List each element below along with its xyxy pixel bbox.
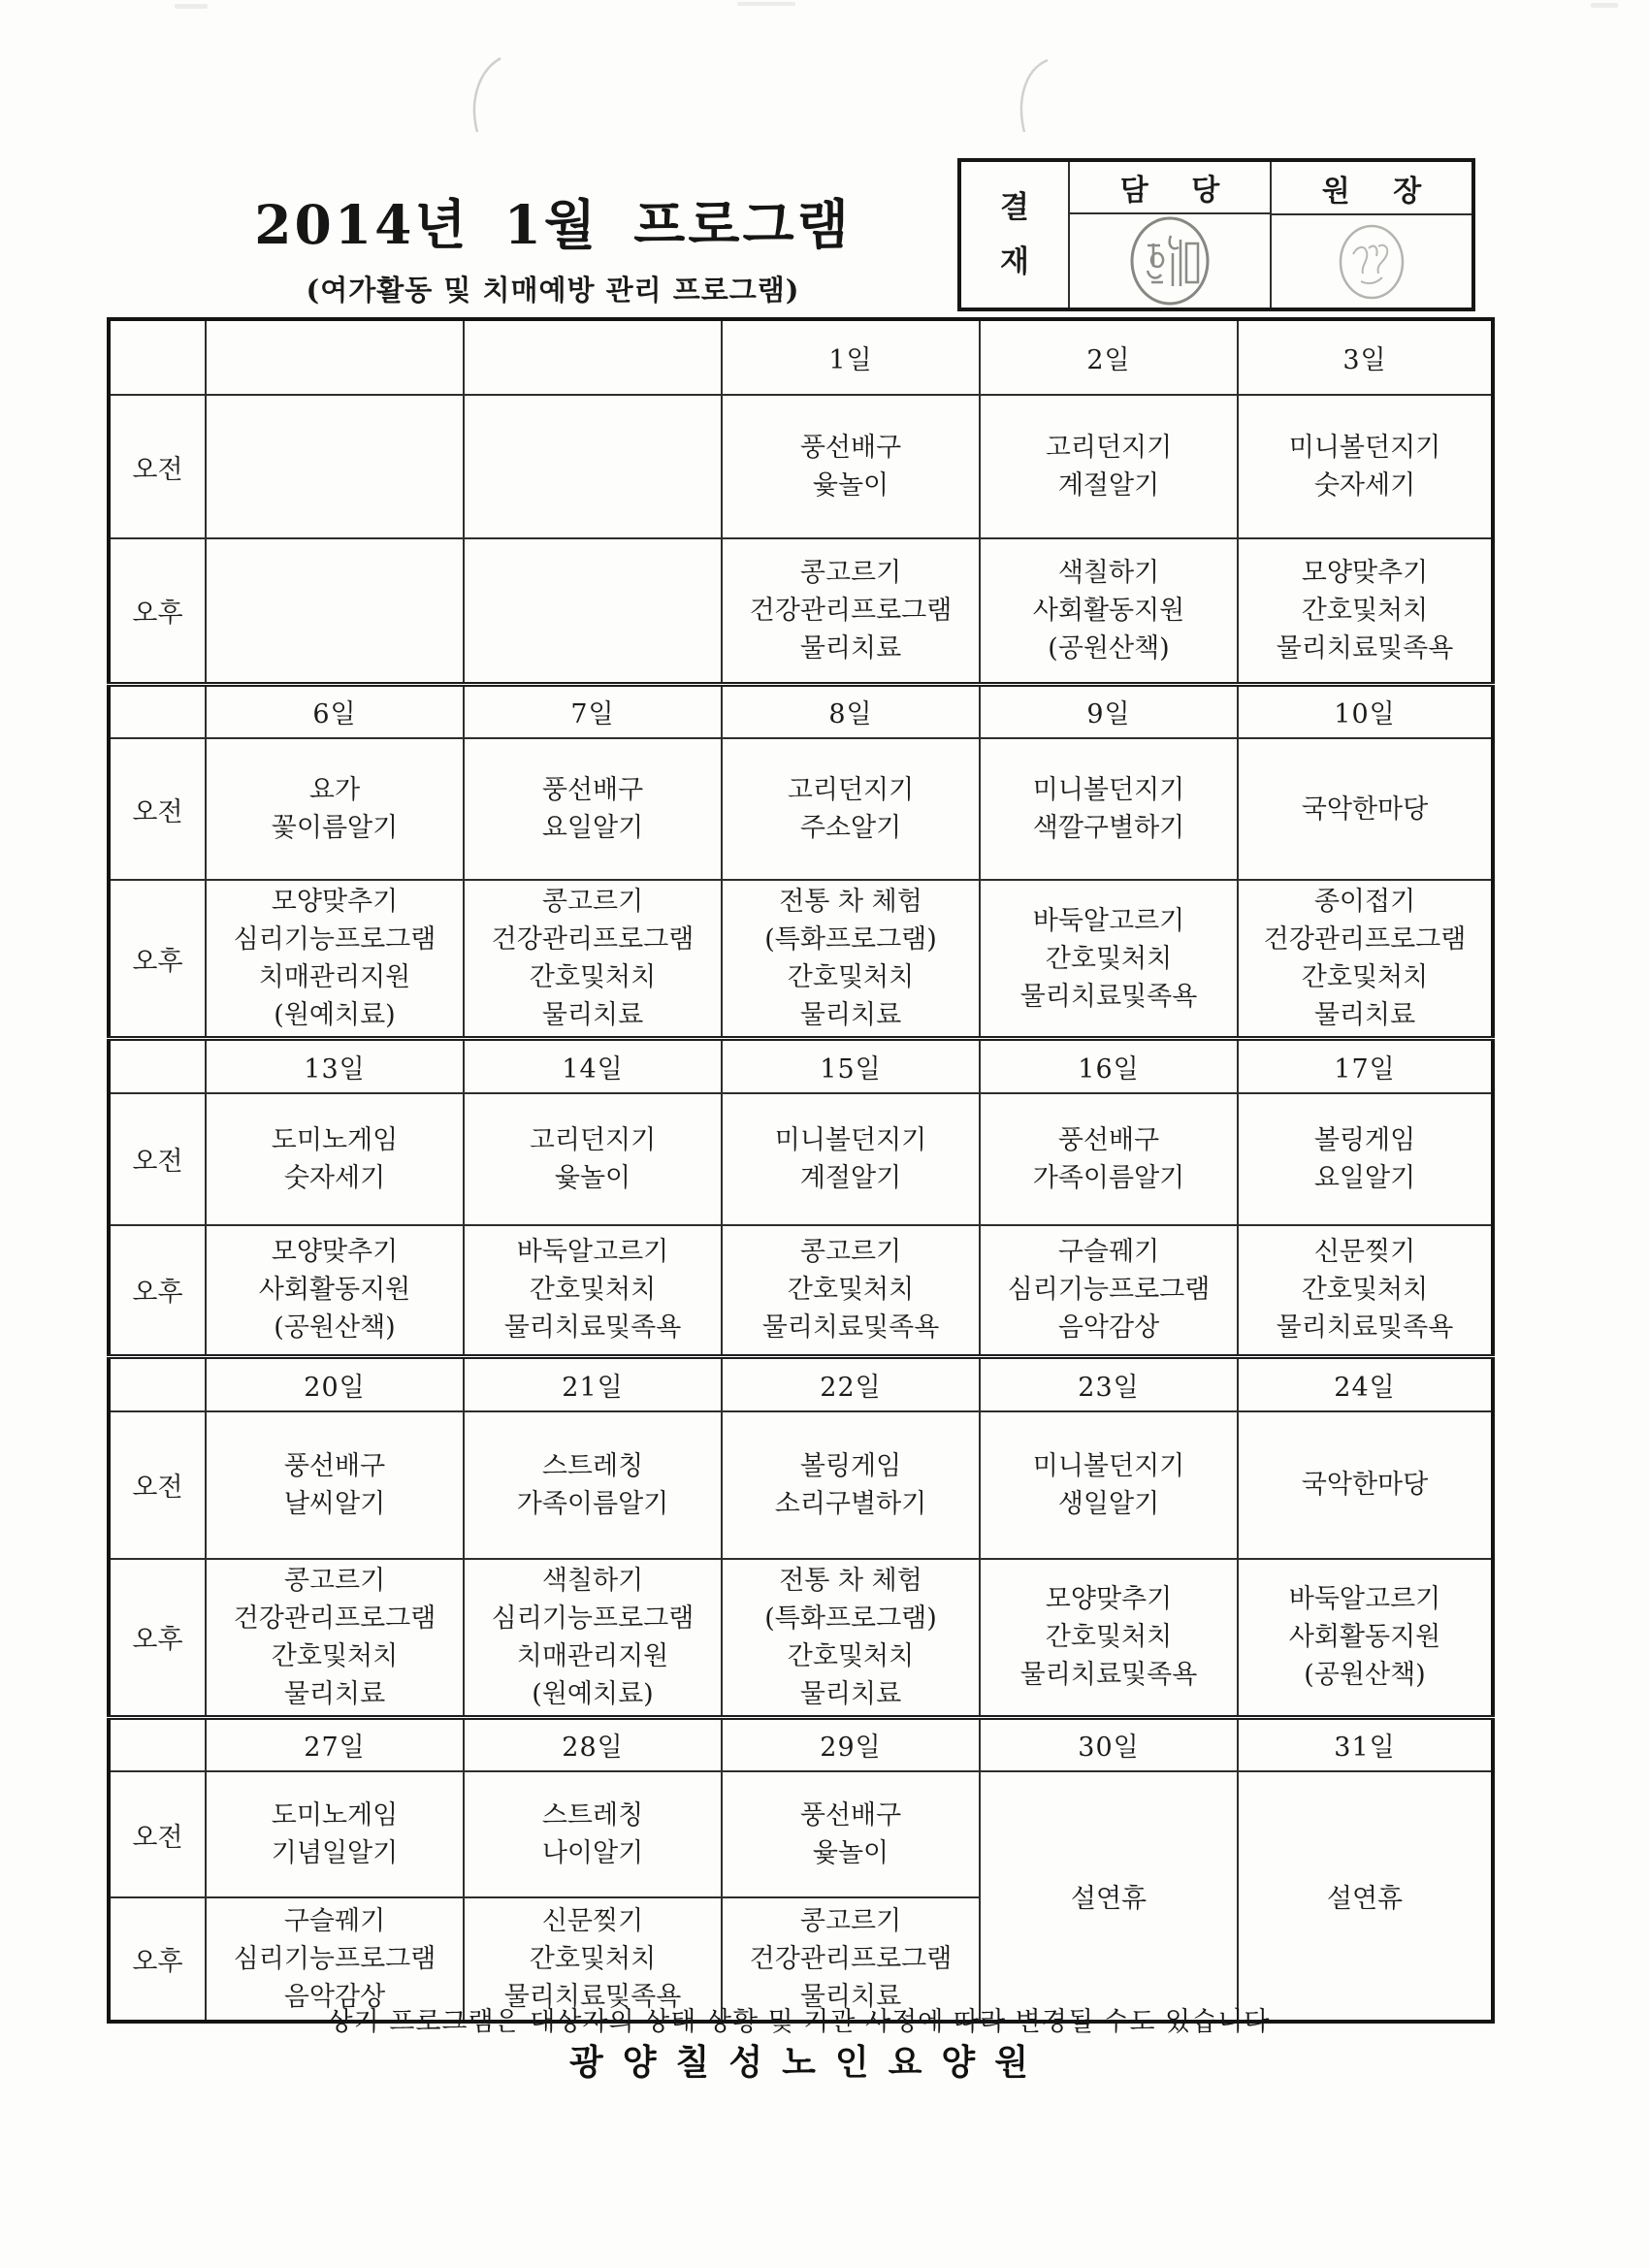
date-header: 20일	[206, 1357, 464, 1411]
approval-stamp-cell	[1070, 214, 1270, 308]
row-label-morning: 오전	[109, 1093, 206, 1225]
scan-artifact-smudge	[737, 2, 795, 6]
activity-cell: 전통 차 체험 (특화프로그램) 간호및처치 물리치료	[722, 880, 980, 1039]
activity-cell: 콩고르기 건강관리프로그램 간호및처치 물리치료	[206, 1559, 464, 1718]
activity-cell	[206, 538, 464, 684]
row-label-afternoon: 오후	[109, 880, 206, 1039]
activity-cell: 색칠하기 심리기능프로그램 치매관리지원 (원예치료)	[464, 1559, 722, 1718]
activity-cell: 바둑알고르기 사회활동지원 (공원산책)	[1238, 1559, 1493, 1718]
week5-morning-row	[109, 1771, 1493, 1897]
activity-cell: 풍선배구 요일알기	[464, 738, 722, 880]
date-header: 21일	[464, 1357, 722, 1411]
activity-cell	[464, 538, 722, 684]
date-header: 13일	[206, 1039, 464, 1093]
date-header: 16일	[980, 1039, 1238, 1093]
activity-cell: 콩고르기 건강관리프로그램 물리치료	[722, 538, 980, 684]
activity-cell: 색칠하기 사회활동지원 (공원산책)	[980, 538, 1238, 684]
activity-cell: 미니볼던지기 생일알기	[980, 1411, 1238, 1559]
date-header: 15일	[722, 1039, 980, 1093]
wonjang-stamp-icon	[1336, 221, 1407, 303]
activity-cell: 풍선배구 가족이름알기	[980, 1093, 1238, 1225]
activity-cell: 스트레칭 가족이름알기	[464, 1411, 722, 1559]
date-header: 8일	[722, 684, 980, 738]
activity-cell: 모양맞추기 간호및처치 물리치료및족욕	[1238, 538, 1493, 684]
page-subtitle: (여가활동 및 치매예방 관리 프로그램)	[306, 274, 800, 307]
date-header: 27일	[206, 1717, 464, 1771]
date-header: 6일	[206, 684, 464, 738]
holiday-cell: 설연휴	[980, 1771, 1238, 2022]
activity-cell: 풍선배구 윷놀이	[722, 395, 980, 538]
approval-label: 결 재	[961, 162, 1070, 308]
activity-cell: 풍선배구 날씨알기	[206, 1411, 464, 1559]
activity-cell: 미니볼던지기 숫자세기	[1238, 395, 1493, 538]
date-header: 23일	[980, 1357, 1238, 1411]
week2-afternoon-row	[109, 880, 1493, 1039]
approval-stamp-cell	[1272, 215, 1471, 308]
activity-cell: 바둑알고르기 간호및처치 물리치료및족욕	[980, 880, 1238, 1039]
holiday-cell: 설연휴	[1238, 1771, 1493, 2022]
approval-header-wonjang: 원 장	[1272, 162, 1471, 215]
week2-dates-row	[109, 684, 1493, 738]
activity-cell: 콩고르기 건강관리프로그램 간호및처치 물리치료	[464, 880, 722, 1039]
date-header: 31일	[1238, 1717, 1493, 1771]
date-header: 30일	[980, 1717, 1238, 1771]
activity-cell: 도미노게임 기념일알기	[206, 1771, 464, 1897]
date-header: 28일	[464, 1717, 722, 1771]
activity-cell: 볼링게임 요일알기	[1238, 1093, 1493, 1225]
date-header: 22일	[722, 1357, 980, 1411]
scan-artifact-smudge	[1591, 3, 1618, 8]
approval-box	[957, 158, 1475, 311]
date-header: 17일	[1238, 1039, 1493, 1093]
week4-dates-row	[109, 1357, 1493, 1411]
activity-cell: 콩고르기 간호및처치 물리치료및족욕	[722, 1225, 980, 1357]
activity-cell: 모양맞추기 사회활동지원 (공원산책)	[206, 1225, 464, 1357]
corner-cell	[109, 1717, 206, 1771]
date-header: 14일	[464, 1039, 722, 1093]
row-label-afternoon: 오후	[109, 1225, 206, 1357]
activity-cell: 전통 차 체험 (특화프로그램) 간호및처치 물리치료	[722, 1559, 980, 1718]
activity-cell: 콩고르기 건강관리프로그램 물리치료	[722, 1897, 980, 2022]
corner-cell	[109, 319, 206, 395]
week4-afternoon-row	[109, 1559, 1493, 1718]
date-header: 1일	[722, 319, 980, 395]
organization-name: 광양칠성노인요양원	[569, 2042, 1048, 2083]
date-header	[206, 319, 464, 395]
activity-cell: 스트레칭 나이알기	[464, 1771, 722, 1897]
approval-col-damdang	[1070, 162, 1270, 308]
date-header	[464, 319, 722, 395]
activity-cell: 고리던지기 주소알기	[722, 738, 980, 880]
approval-header-damdang: 담 당	[1070, 162, 1270, 214]
date-header: 7일	[464, 684, 722, 738]
activity-cell: 구슬꿰기 심리기능프로그램 음악감상	[206, 1897, 464, 2022]
activity-cell: 바둑알고르기 간호및처치 물리치료및족욕	[464, 1225, 722, 1357]
week3-dates-row	[109, 1039, 1493, 1093]
activity-cell: 도미노게임 숫자세기	[206, 1093, 464, 1225]
row-label-morning: 오전	[109, 1771, 206, 1897]
activity-cell: 미니볼던지기 계절알기	[722, 1093, 980, 1225]
week2-morning-row	[109, 738, 1493, 880]
activity-cell: 볼링게임 소리구별하기	[722, 1411, 980, 1559]
activity-cell	[464, 395, 722, 538]
row-label-morning: 오전	[109, 1411, 206, 1559]
schedule-table	[107, 317, 1495, 2024]
row-label-afternoon: 오후	[109, 1897, 206, 2022]
activity-cell: 모양맞추기 심리기능프로그램 치매관리지원 (원예치료)	[206, 880, 464, 1039]
activity-cell: 신문찢기 간호및처치 물리치료및족욕	[1238, 1225, 1493, 1357]
damdang-stamp-icon	[1128, 214, 1212, 308]
title-block	[160, 182, 946, 308]
date-header: 10일	[1238, 684, 1493, 738]
activity-cell	[206, 395, 464, 538]
date-header: 24일	[1238, 1357, 1493, 1411]
week1-afternoon-row	[109, 538, 1493, 684]
row-label-morning: 오전	[109, 395, 206, 538]
date-header: 9일	[980, 684, 1238, 738]
week4-morning-row	[109, 1411, 1493, 1559]
approval-col-wonjang	[1270, 162, 1471, 308]
activity-cell: 신문찢기 간호및처치 물리치료및족욕	[464, 1897, 722, 2022]
week3-afternoon-row	[109, 1225, 1493, 1357]
scan-artifact-arc-left	[464, 56, 512, 134]
corner-cell	[109, 1357, 206, 1411]
activity-cell: 국악한마당	[1238, 738, 1493, 880]
row-label-afternoon: 오후	[109, 1559, 206, 1718]
activity-cell: 모양맞추기 간호및처치 물리치료및족욕	[980, 1559, 1238, 1718]
date-header: 3일	[1238, 319, 1493, 395]
row-label-morning: 오전	[109, 738, 206, 880]
activity-cell: 고리던지기 윷놀이	[464, 1093, 722, 1225]
activity-cell: 요가 꽃이름알기	[206, 738, 464, 880]
week5-dates-row	[109, 1717, 1493, 1771]
activity-cell: 구슬꿰기 심리기능프로그램 음악감상	[980, 1225, 1238, 1357]
activity-cell: 미니볼던지기 색깔구별하기	[980, 738, 1238, 880]
page-title: 2014년 1월 프로그램	[254, 193, 852, 256]
activity-cell: 국악한마당	[1238, 1411, 1493, 1559]
activity-cell: 종이접기 건강관리프로그램 간호및처치 물리치료	[1238, 880, 1493, 1039]
corner-cell	[109, 1039, 206, 1093]
week3-morning-row	[109, 1093, 1493, 1225]
footer-note: 상기 프로그램은 대상자의 상태 상황 및 기관 사정에 따라 변경될 수도 있습니다	[327, 2007, 1271, 2037]
approval-columns	[1070, 162, 1471, 308]
activity-cell: 풍선배구 윷놀이	[722, 1771, 980, 1897]
date-header: 29일	[722, 1717, 980, 1771]
activity-cell: 고리던지기 계절알기	[980, 395, 1238, 538]
week1-morning-row	[109, 395, 1493, 538]
week1-dates-row	[109, 319, 1493, 395]
scan-artifact-arc-right	[1009, 56, 1057, 134]
scan-artifact-smudge	[175, 4, 208, 9]
row-label-afternoon: 오후	[109, 538, 206, 684]
corner-cell	[109, 684, 206, 738]
date-header: 2일	[980, 319, 1238, 395]
